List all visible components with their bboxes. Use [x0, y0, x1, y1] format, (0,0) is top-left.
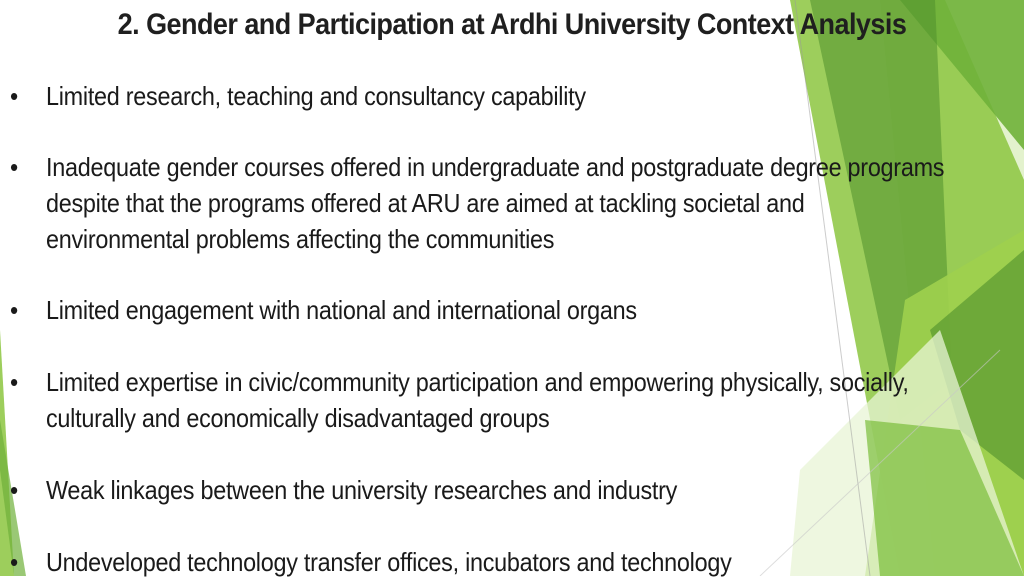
- bullet-text: [46, 292, 1000, 328]
- bullet-item-engagement: [10, 292, 1000, 328]
- bullet-dot: •: [10, 475, 18, 505]
- bullet-text: [46, 149, 1000, 257]
- bullet-dot: •: [10, 367, 18, 397]
- bullet-text: [46, 472, 1000, 508]
- bullet-item-gender-courses: [10, 149, 1000, 257]
- bullet-dot: •: [10, 547, 18, 577]
- bullet-text: [46, 364, 1000, 436]
- bullet-text: [46, 544, 1000, 580]
- bullet-text: [46, 78, 1000, 114]
- bullet-line: Limited research, teaching and consultancy capability: [46, 81, 586, 111]
- bullet-item-industry-linkages: [10, 472, 1000, 508]
- bullet-line: Undeveloped technology transfer offices, incubators and technology: [46, 547, 732, 577]
- bullet-item-technology-transfer: [10, 544, 1000, 580]
- bullet-line: culturally and economically disadvantaged groups: [46, 403, 550, 433]
- bullet-line: Limited expertise in civic/community participation and empowering physically, socially,: [46, 367, 909, 397]
- bullet-line: Weak linkages between the university researches and industry: [46, 475, 678, 505]
- bullet-item-research-capability: [10, 78, 1000, 114]
- bullet-dot: •: [10, 81, 18, 111]
- bullet-line: despite that the programs offered at ARU are aimed at tackling societal and: [46, 188, 805, 218]
- bullet-line: environmental problems affecting the communities: [46, 224, 555, 254]
- bullet-dot: •: [10, 152, 18, 182]
- bullet-line: Limited engagement with national and international organs: [46, 295, 637, 325]
- bullet-line: Inadequate gender courses offered in undergraduate and postgraduate degree programs: [46, 152, 945, 182]
- slide-title: 2. Gender and Participation at Ardhi University Context Analysis: [117, 8, 907, 41]
- bullet-item-civic-expertise: [10, 364, 1000, 436]
- bullet-dot: •: [10, 295, 18, 325]
